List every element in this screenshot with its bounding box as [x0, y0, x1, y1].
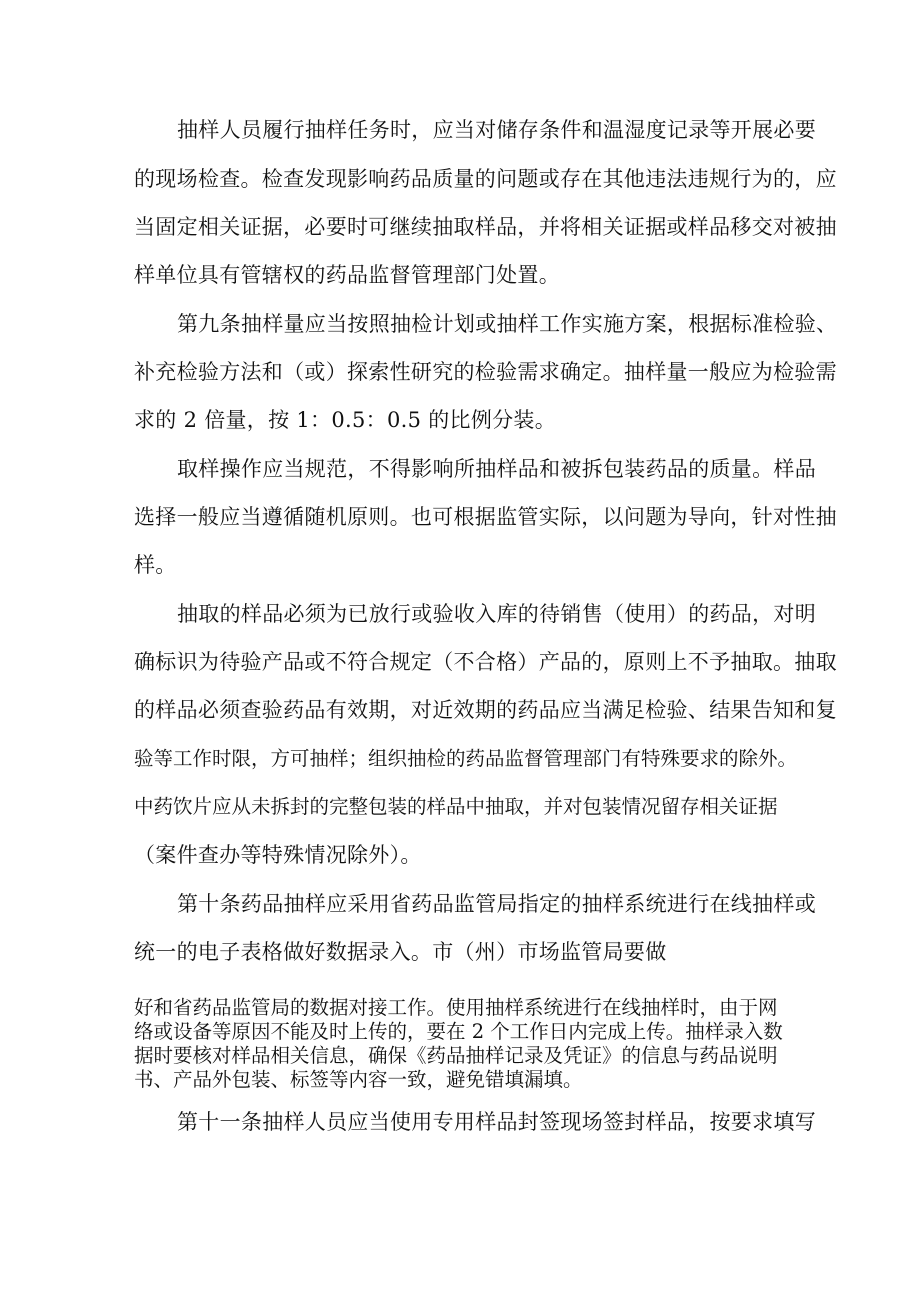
text-line: 确标识为待验产品或不符合规定（不合格）产品的，原则上不予抽取。抽取	[134, 650, 837, 674]
text-line: 统一的电子表格做好数据录入。市（州）市场监管局要做	[134, 940, 667, 964]
text-line: 样单位具有管辖权的药品监督管理部门处置。	[134, 263, 560, 287]
text-line: 选择一般应当遵循随机原则。也可根据监管实际，以问题为导向，针对性抽	[134, 505, 837, 529]
text-line: 第十条药品抽样应采用省药品监管局指定的抽样系统进行在线抽样或	[177, 892, 816, 916]
text-line: 的样品必须查验药品有效期，对近效期的药品应当满足检验、结果告知和复	[134, 698, 837, 722]
text-line: 求的 2 倍量，按 1：0.5：0.5 的比例分装。	[134, 408, 557, 432]
text-line: 的现场检查。检查发现影响药品质量的问题或存在其他违法违规行为的，应	[134, 167, 837, 191]
text-line: 补充检验方法和（或）探索性研究的检验需求确定。抽样量一般应为检验需	[134, 360, 837, 384]
text-line: 第十一条抽样人员应当使用专用样品封签现场签封样品，按要求填写	[177, 1110, 816, 1134]
text-line: 当固定相关证据，必要时可继续抽取样品，并将相关证据或样品移交对被抽	[134, 215, 837, 239]
text-line: 抽样人员履行抽样任务时，应当对储存条件和温湿度记录等开展必要	[177, 118, 816, 142]
text-line: 络或设备等原因不能及时上传的，要在 2 个工作日内完成上传。抽样录入数	[134, 1020, 783, 1043]
text-line: （案件查办等特殊情况除外）。	[134, 843, 422, 867]
text-line: 取样操作应当规范，不得影响所抽样品和被拆包装药品的质量。样品	[177, 457, 816, 481]
text-line: 据时要核对样品相关信息，确保《药品抽样记录及凭证》的信息与药品说明	[134, 1044, 778, 1067]
text-line: 书、产品外包装、标签等内容一致，避免错填漏填。	[134, 1068, 583, 1091]
text-line: 好和省药品监管局的数据对接工作。使用抽样系统进行在线抽样时，由于网	[134, 996, 778, 1019]
text-line: 抽取的样品必须为已放行或验收入库的待销售（使用）的药品，对明	[177, 602, 816, 626]
text-line: 中药饮片应从未拆封的完整包装的样品中抽取，并对包装情况留存相关证据	[134, 795, 778, 818]
text-line: 第九条抽样量应当按照抽检计划或抽样工作实施方案，根据标准检验、	[177, 312, 838, 336]
text-line: 样。	[134, 553, 177, 577]
text-line: 验等工作时限，方可抽样；组织抽检的药品监督管理部门有特殊要求的除外。	[134, 747, 798, 770]
